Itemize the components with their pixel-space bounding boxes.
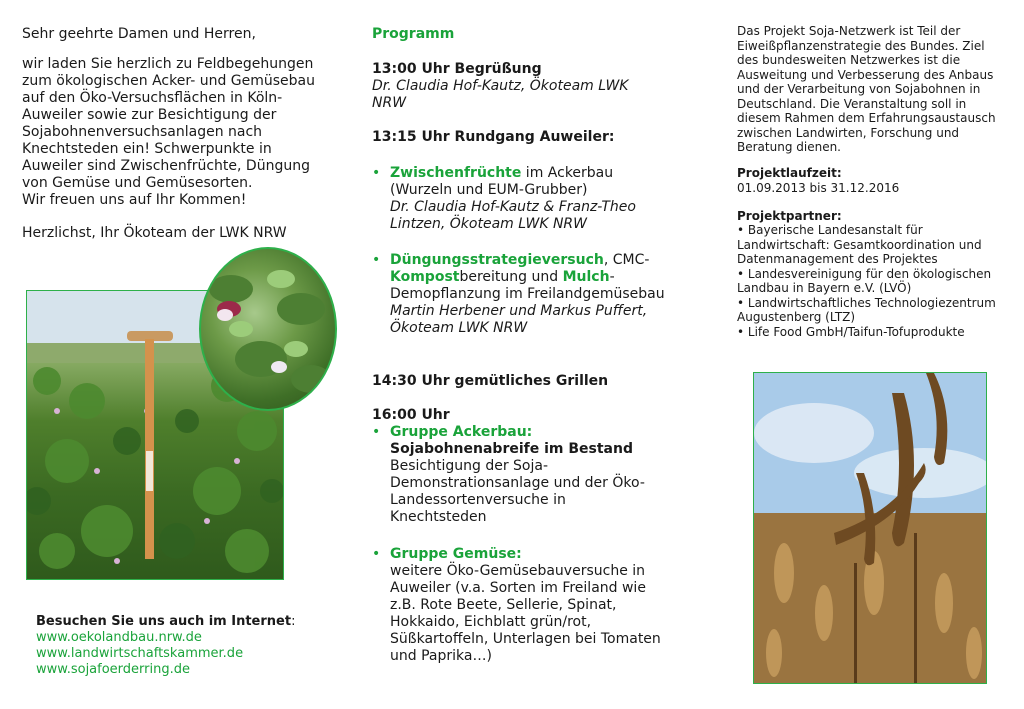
partner-line: Landwirtschaft: Gesamtkoordination und bbox=[737, 237, 982, 252]
topic-text: im Ackerbau bbox=[521, 165, 614, 181]
bullet-icon: • bbox=[372, 165, 381, 181]
intro-line: auf den Öko-Versuchsflächen in Köln- bbox=[22, 90, 283, 106]
pea-blossom-photo bbox=[199, 247, 337, 411]
program-speaker: NRW bbox=[372, 95, 407, 111]
topic-text: Landessortenversuche in bbox=[390, 492, 566, 508]
program-heading: Programm bbox=[372, 26, 455, 42]
runtime-value: 01.09.2013 bis 31.12.2016 bbox=[737, 181, 900, 195]
topic-highlight: Düngungsstrategieversuch bbox=[390, 252, 604, 268]
about-line: und der Verarbeitung von Sojabohnen in bbox=[737, 82, 981, 96]
link-landwirtschaftskammer[interactable]: www.landwirtschaftskammer.de bbox=[36, 646, 244, 661]
topic-text: z.B. Rote Beete, Sellerie, Spinat, bbox=[390, 597, 617, 613]
about-line: zwischen Landwirten, Forschung und bbox=[737, 125, 960, 140]
about-line: Beratung dienen. bbox=[737, 140, 841, 154]
closing-line: Herzlichst, Ihr Ökoteam der LWK NRW bbox=[22, 225, 287, 241]
topic-text: (Wurzeln und EUM-Grubber) bbox=[390, 182, 588, 198]
topic-highlight: Kompost bbox=[390, 269, 460, 285]
about-line: Ausweitung und Verbesserung des Anbaus bbox=[737, 67, 994, 82]
group-subtitle: Sojabohnenabreife im Bestand bbox=[390, 441, 633, 457]
list-item bbox=[372, 546, 692, 665]
program-item-greeting: 13:00 Uhr Begrüßung bbox=[372, 61, 542, 77]
greeting: Sehr geehrte Damen und Herren, bbox=[22, 26, 256, 42]
topic-text: Auweiler (v.a. Sorten im Freiland wie bbox=[390, 580, 646, 596]
about-line: Eiweißpflanzenstrategie des Bundes. Ziel bbox=[737, 38, 985, 53]
about-line: Deutschland. Die Veranstaltung soll in bbox=[737, 96, 967, 111]
partner-line: Datenmanagement des Projektes bbox=[737, 252, 938, 266]
links-label-colon: : bbox=[291, 614, 296, 629]
topic-text: , CMC- bbox=[603, 252, 650, 268]
program-speaker: Ökoteam LWK NRW bbox=[390, 320, 528, 336]
bullet-icon: • bbox=[372, 424, 381, 440]
partner-line: • Landesvereinigung für den ökologischen bbox=[737, 266, 992, 281]
link-oekolandbau[interactable]: www.oekolandbau.nrw.de bbox=[36, 630, 202, 645]
topic-highlight: Zwischenfrüchte bbox=[390, 165, 522, 181]
topic-text: und Paprika…) bbox=[390, 648, 492, 664]
partner-line: • Bayerische Landesanstalt für bbox=[737, 223, 923, 237]
intro-line: zum ökologischen Acker- und Gemüsebau bbox=[22, 73, 315, 89]
intro-line: Auweiler sowie zur Besichtigung der bbox=[22, 107, 277, 123]
program-speaker: Dr. Claudia Hof-Kautz & Franz-Theo bbox=[390, 199, 636, 215]
intro-line: Wir freuen uns auf Ihr Kommen! bbox=[22, 192, 247, 208]
program-item-groups: 16:00 Uhr bbox=[372, 407, 450, 423]
bullet-icon: • bbox=[372, 546, 381, 562]
about-line: des bundesweiten Netzwerkes ist die bbox=[737, 53, 961, 67]
group-title: Gruppe Ackerbau: bbox=[390, 424, 533, 440]
topic-text: Demonstrationsanlage und der Öko- bbox=[390, 475, 645, 491]
program-speaker: Dr. Claudia Hof-Kautz, Ökoteam LWK bbox=[372, 78, 629, 94]
partner-line: • Landwirtschaftliches Technologiezentrum bbox=[737, 295, 996, 310]
topic-highlight: Mulch bbox=[562, 269, 610, 285]
invitation-text bbox=[22, 56, 332, 209]
list-item bbox=[372, 252, 692, 337]
bullet-icon: • bbox=[372, 252, 381, 268]
internet-links bbox=[36, 614, 295, 678]
list-item bbox=[372, 424, 692, 526]
partners-list bbox=[737, 223, 996, 339]
intro-line: wir laden Sie herzlich zu Feldbegehungen bbox=[22, 56, 314, 72]
links-label: Besuchen Sie uns auch im Internet bbox=[36, 614, 292, 629]
program-item-tour: 13:15 Uhr Rundgang Auweiler: bbox=[372, 129, 615, 145]
topic-text: bereitung und bbox=[459, 269, 563, 285]
intro-line: von Gemüse und Gemüsesorten. bbox=[22, 175, 253, 191]
about-line: diesem Rahmen dem Erfahrungsaustausch bbox=[737, 111, 996, 125]
topic-text: Besichtigung der Soja- bbox=[390, 458, 548, 474]
partner-line: • Life Food GmbH/Taifun-Tofuprodukte bbox=[737, 324, 965, 339]
partner-line: Landbau in Bayern e.V. (LVÖ) bbox=[737, 281, 912, 295]
partner-line: Augustenberg (LTZ) bbox=[737, 310, 856, 324]
topic-text: Demopflanzung im Freilandgemüsebau bbox=[390, 286, 665, 302]
topic-text: weitere Öko-Gemüsebauversuche in bbox=[390, 563, 646, 579]
topic-text: Süßkartoffeln, Unterlagen bei Tomaten bbox=[390, 631, 661, 647]
project-description bbox=[737, 24, 996, 155]
program-speaker: Lintzen, Ökoteam LWK NRW bbox=[390, 216, 587, 232]
program-speaker: Martin Herbener und Markus Puffert, bbox=[390, 303, 648, 319]
group-title: Gruppe Gemüse: bbox=[390, 546, 522, 562]
topic-text: Knechtsteden bbox=[390, 509, 487, 525]
intro-line: Auweiler sind Zwischenfrüchte, Düngung bbox=[22, 158, 310, 174]
about-line: Das Projekt Soja-Netzwerk ist Teil der bbox=[737, 24, 961, 38]
topic-text: Hokkaido, Eichblatt grün/rot, bbox=[390, 614, 592, 630]
partners-label: Projektpartner: bbox=[737, 209, 842, 223]
program-item-grill: 14:30 Uhr gemütliches Grillen bbox=[372, 373, 609, 389]
topic-text: - bbox=[609, 269, 615, 285]
list-item bbox=[372, 165, 692, 233]
intro-line: Sojabohnenversuchsanlagen nach bbox=[22, 124, 263, 140]
intro-line: Knechtsteden ein! Schwerpunkte in bbox=[22, 141, 272, 157]
runtime-label: Projektlaufzeit: bbox=[737, 166, 842, 180]
soybean-pods-photo bbox=[753, 372, 987, 684]
link-sojafoerderring[interactable]: www.sojafoerderring.de bbox=[36, 662, 190, 677]
